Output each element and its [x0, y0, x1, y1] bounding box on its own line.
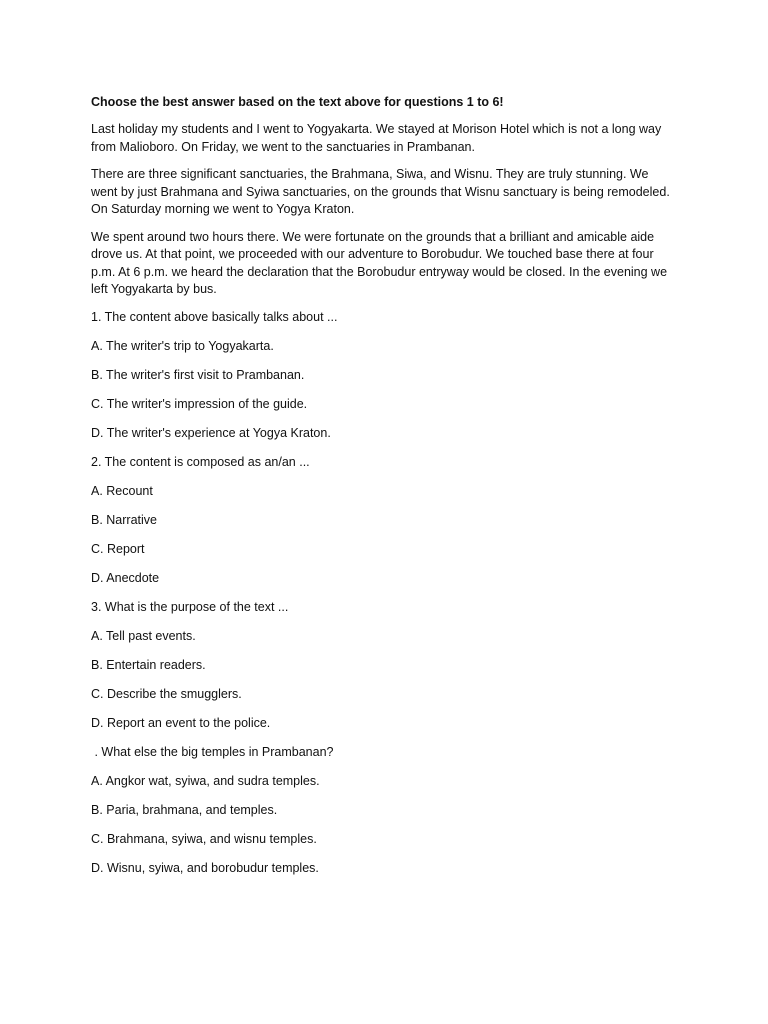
answer-option-b: B. Entertain readers. [91, 657, 206, 672]
question-block-3 [91, 599, 676, 732]
question-text: 1. The content above basically talks about ... [91, 309, 338, 324]
answer-option-d: D. Anecdote [91, 570, 160, 585]
answer-option-d: D. Report an event to the police. [91, 715, 271, 730]
answer-option-c: C. Report [91, 541, 145, 556]
answer-option-c: C. The writer's impression of the guide. [91, 396, 308, 411]
answer-option-b: B. The writer's first visit to Prambanan. [91, 367, 305, 382]
answer-option-c: C. Brahmana, syiwa, and wisnu temples. [91, 831, 317, 846]
answer-option-a: A. Tell past events. [91, 628, 196, 643]
answer-option-a: A. Angkor wat, syiwa, and sudra temples. [91, 773, 320, 788]
question-block-4 [91, 744, 676, 877]
answer-option-a: A. Recount [91, 483, 153, 498]
question-text: . What else the big temples in Prambanan? [91, 744, 334, 759]
answer-option-a: A. The writer's trip to Yogyakarta. [91, 338, 274, 353]
instructions-heading: Choose the best answer based on the text above for questions 1 to 6! [91, 95, 504, 109]
passage-paragraph-2: There are three significant sanctuaries, the Brahmana, Siwa, and Wisnu. They are truly stunning. We went by just Brahmana and Syiwa sanctuaries, on the grounds that Wisnu sanctuary is being remodeled. On Saturday morning we went to Yogya Kraton. [91, 167, 670, 216]
question-block-2 [91, 454, 676, 587]
passage-paragraph-1: Last holiday my students and I went to Yogyakarta. We stayed at Morison Hotel which is not a long way from Malioboro. On Friday, we went to the sanctuaries in Prambanan. [91, 122, 662, 154]
question-text: 2. The content is composed as an/an ... [91, 454, 310, 469]
answer-option-c: C. Describe the smugglers. [91, 686, 242, 701]
reading-passage [91, 121, 676, 299]
question-block-1 [91, 309, 676, 442]
answer-option-b: B. Paria, brahmana, and temples. [91, 802, 278, 817]
answer-option-d: D. Wisnu, syiwa, and borobudur temples. [91, 860, 319, 875]
answer-option-d: D. The writer's experience at Yogya Kraton. [91, 425, 331, 440]
answer-option-b: B. Narrative [91, 512, 157, 527]
question-text: 3. What is the purpose of the text ... [91, 599, 289, 614]
question-list [91, 309, 676, 877]
passage-paragraph-3: We spent around two hours there. We were fortunate on the grounds that a brilliant and amicable aide drove us. At that point, we proceeded with our adventure to Borobudur. We touched base there at four p.m. At 6 p.m. we heard the declaration that the Borobudur entryway would be closed. In the evening we left Yogyakarta by bus. [91, 229, 668, 296]
